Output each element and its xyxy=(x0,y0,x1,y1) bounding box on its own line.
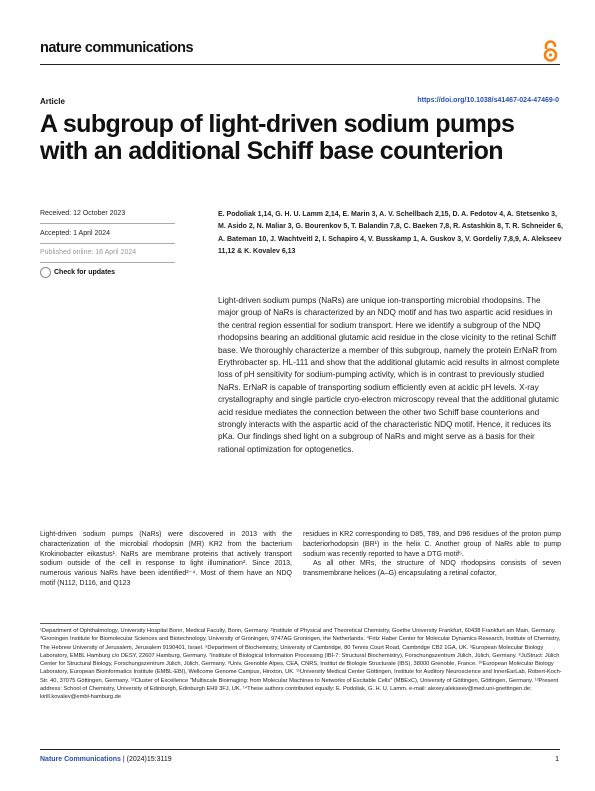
header-rule xyxy=(40,64,560,65)
publication-dates xyxy=(40,209,190,278)
body-paragraph: As all other MRs, the structure of NDQ rhodopsins consists of seven transmembrane helices (A–G) encapsulating a retinal cofactor, xyxy=(303,560,561,578)
article-title: A subgroup of light-driven sodium pumps with an additional Schiff base counterion xyxy=(40,110,515,165)
open-access-icon xyxy=(543,40,558,62)
page-number: 1 xyxy=(555,756,559,763)
author-list: E. Podoliak 1,14, G. H. U. Lamm 2,14, E. Marin 3, A. V. Schellbach 2,15, D. A. Fedotov 4, A. Stetsenko 3, M. Asido 2, N. Maliar 3, G. Bourenkov 5, T. Balandin 7,8, C. Baeken 7,8, R. Astashkin 8, T. R. Schneider 6, A. Bateman 10, J. Wachtveitl 2, I. Schapiro 4, V. Busskamp 1, A. Guskov 3, V. Gordeliy 7,8,9, A. Alekseev 11,12 & K. Kovalev 6,13 xyxy=(218,211,563,255)
check-updates-label: Check for updates xyxy=(54,268,116,276)
check-updates-icon xyxy=(40,267,51,278)
accepted-date: Accepted: 1 April 2024 xyxy=(40,229,111,237)
footnote-rule xyxy=(40,623,160,624)
footer-journal-name[interactable]: Nature Communications xyxy=(40,756,121,763)
body-paragraph: residues in KR2 corresponding to D85, T89, and D96 residues of the proton pump bacteriorhodopsin (BR¹) in the helix C. Another group of NaRs able to pump sodium was recently reported to have a DTG motif⁵. xyxy=(303,531,561,558)
article-type-label: Article xyxy=(40,97,65,106)
doi-link[interactable]: https://doi.org/10.1038/s41467-024-47469-0 xyxy=(417,97,559,104)
footer-rule xyxy=(40,749,560,750)
footer-citation xyxy=(40,756,172,763)
affiliations: ¹Department of Ophthalmology, University Hospital Bonn, Medical Faculty, Bonn, Germany. ²Institute of Physical and Theoretical Chemistry, Goethe University Frankfurt, 60438 Frankfurt am Main, Germany. ³Groningen Institute for Biomolecular Sciences and Biotechnology, University of Groningen, 9747AG Groningen, the Netherlands. ⁴Fritz Haber Center for Molecular Dynamics Research, Institute of Chemistry, The Hebrew University of Jerusalem, Jerusalem 9190401, Israel. ⁵Department of Biochemistry, University of Cambridge, 80 Tennis Court Road, Cambridge CB2 1GA, UK. ⁶European Molecular Biology Laboratory, EMBL Hamburg c/o DESY, 22607 Hamburg, Germany. ⁷Institute of Biological Information Processing (IBI-7: Structural Biochemistry), Forschungszentrum Jülich, Jülich, Germany. ⁸JuStruct: Jülich Center for Structural Biology, Forschungszentrum Jülich, Jülich, Germany. ⁹Univ. Grenoble Alpes, CEA, CNRS, Institut de Biologie Structurale (IBS), 38000 Grenoble, France. ¹⁰European Molecular Biology Laboratory, European Bioinformatics Institute (EMBL-EBI), Wellcome Genome Campus, Hinxton, UK. ¹¹University Medical Center Göttingen, Institute for Auditory Neuroscience and InnerEarLab, Robert-Koch-Str. 40, 37075 Göttingen, Germany. ¹²Cluster of Excellence "Multiscale Bioimaging: from Molecular Machines to Networks of Excitable Cells" (MBExC), University of Göttingen, Göttingen, Germany. ¹³Present address: School of Chemistry, University of Edinburgh, Edinburgh EH9 3FJ, UK. ¹⁴These authors contributed equally: E. Podoliak, G. H. U. Lamm. e-mail: alexey.alekseev@med.uni-goettingen.de; kirill.kovalev@embl-hamburg.de xyxy=(40,628,562,701)
body-text-right-column xyxy=(303,530,561,579)
divider xyxy=(40,262,175,263)
body-text-left-column: Light-driven sodium pumps (NaRs) were discovered in 2013 with the characterization of the microbial rhodopsin (MR) KR2 from the bacterium Krokinobacter eikastus¹. NaRs are membrane proteins that actively transport sodium outside of the cell in response to light illumination². Since 2013, numerous various NaRs have been identified²⁻⁴. Most of them have an NDQ motif (N112, D116, and Q123 xyxy=(40,531,292,587)
received-date: Received: 12 October 2023 xyxy=(40,210,126,217)
footer-citation-text: | (2024)15:3119 xyxy=(122,756,172,763)
published-date: Published online: 16 April 2024 xyxy=(40,249,137,256)
journal-name[interactable]: nature communications xyxy=(40,40,194,56)
divider xyxy=(40,223,175,224)
abstract: Light-driven sodium pumps (NaRs) are unique ion-transporting microbial rhodopsins. The major group of NaRs is characterized by an NDQ motif and has two aspartic acid residues in the central region essential for sodium transport. Here we identify a subgroup of the NDQ rhodopsins bearing an additional glutamic acid residue in the close vicinity to the retinal Schiff base. We thoroughly characterize a member of this subgroup, namely the protein ErNaR from Erythrobacter sp. HL-111 and show that the additional glutamic acid results in almost complete loss of pH sensitivity for sodium-pumping activity, which is in contrast to previously studied NaRs. ErNaR is capable of transporting sodium efficiently even at acidic pH levels. X-ray crystallography and single particle cryo-electron microscopy reveal that the additional glutamic acid residue mediates the connection between the other two Schiff base counterions and strongly interacts with the aspartic acid of the characteristic NDQ motif. Hence, it reduces its pKa. Our findings shed light on a subgroup of NaRs and might serve as a basis for their rational optimization for optogenetics. xyxy=(218,296,560,454)
divider xyxy=(40,243,175,244)
check-updates-button[interactable] xyxy=(40,267,190,278)
